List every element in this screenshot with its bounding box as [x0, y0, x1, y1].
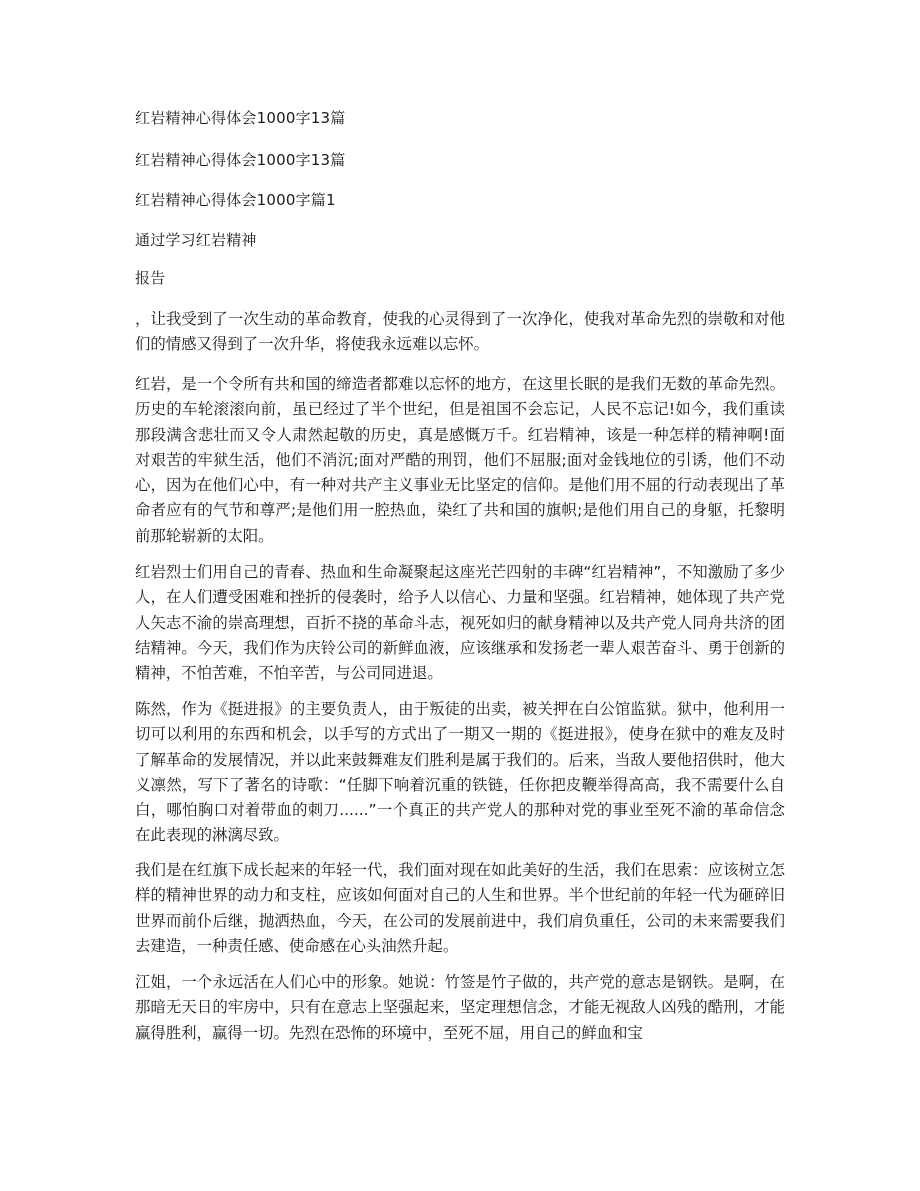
paragraph: 我们是在红旗下成长起来的年轻一代，我们面对现在如此美好的生活，我们在思索：应该树立怎样的精神世界的动力和支柱，应该如何面对自己的人生和世界。半个世纪前的年轻一代为砸碎旧世界而前仆后继，抛洒热血，今天，在公司的发展前进中，我们肩负重任，公司的未来需要我们去建造，一种责任感、使命感在心头油然升起。 — [135, 861, 785, 955]
intro-word: 报告 — [135, 269, 166, 287]
paragraph: 江姐，一个永远活在人们心中的形象。她说：竹签是竹子做的，共产党的意志是钢铁。是啊，在那暗无天日的牢房中，只有在意志上坚强起来，坚定理想信念，才能无视敌人凶残的酷刑，才能赢得胜利，赢得一切。先烈在恐怖的环境中，至死不屈，用自己的鲜血和宝 — [135, 973, 785, 1042]
paragraph: ，让我受到了一次生动的革命教育，使我的心灵得到了一次净化，使我对革命先烈的崇敬和对他们的情感又得到了一次升华，将使我永远难以忘怀。 — [135, 310, 785, 354]
paragraph: 红岩，是一个令所有共和国的缔造者都难以忘怀的地方，在这里长眠的是我们无数的革命先烈。历史的车轮滚滚向前，虽已经过了半个世纪，但是祖国不会忘记，人民不忘记!如今，我们重读那段满含悲壮而又令人肃然起敬的历史，真是感慨万千。红岩精神，该是一种怎样的精神啊!面对艰苦的牢狱生活，他们不消沉;面对严酷的刑罚，他们不屈服;面对金钱地位的引诱，他们不动心，因为在他们心中，有一种对共产主义事业无比坚定的信仰。是他们用不屈的行动表现出了革命者应有的气节和尊严;是他们用一腔热血，染红了共和国的旗帜;是他们用自己的身躯，托黎明前那轮崭新的太阳。 — [135, 375, 785, 545]
article-title: 红岩精神心得体会1000字篇1 — [135, 191, 336, 209]
paragraph: 陈然，作为《挺进报》的主要负责人，由于叛徒的出卖，被关押在白公馆监狱。狱中，他利用一切可以利用的东西和机会，以手写的方式出了一期又一期的《挺进报》，使身在狱中的难友及时了解革命的发展情况，并以此来鼓舞难友们胜利是属于我们的。后来，当敌人要他招供时，他大义凛然，写下了著名的诗歌：“任脚下响着沉重的铁链，任你把皮鞭举得高高，我不需要什么自白，哪怕胸口对着带血的刺刀......”一个真正的共产党人的那种对党的事业至死不渝的革命信念在此表现的淋漓尽致。 — [135, 700, 785, 845]
intro-line: 通过学习红岩精神 — [135, 231, 257, 249]
document-subtitle: 红岩精神心得体会1000字13篇 — [135, 151, 346, 169]
paragraph: 红岩烈士们用自己的青春、热血和生命凝聚起这座光芒四射的丰碑“红岩精神”，不知激励了多少人，在人们遭受困难和挫折的侵袭时，给予人以信心、力量和坚强。红岩精神，她体现了共产党人矢志不渝的崇高理想，百折不挠的革命斗志，视死如归的献身精神以及共产党人同舟共济的团结精神。今天，我们作为庆铃公司的新鲜血液，应该继承和发扬老一辈人艰苦奋斗、勇于创新的精神，不怕苦难，不怕辛苦，与公司同进退。 — [135, 563, 785, 683]
document-title: 红岩精神心得体会1000字13篇 — [135, 109, 346, 127]
